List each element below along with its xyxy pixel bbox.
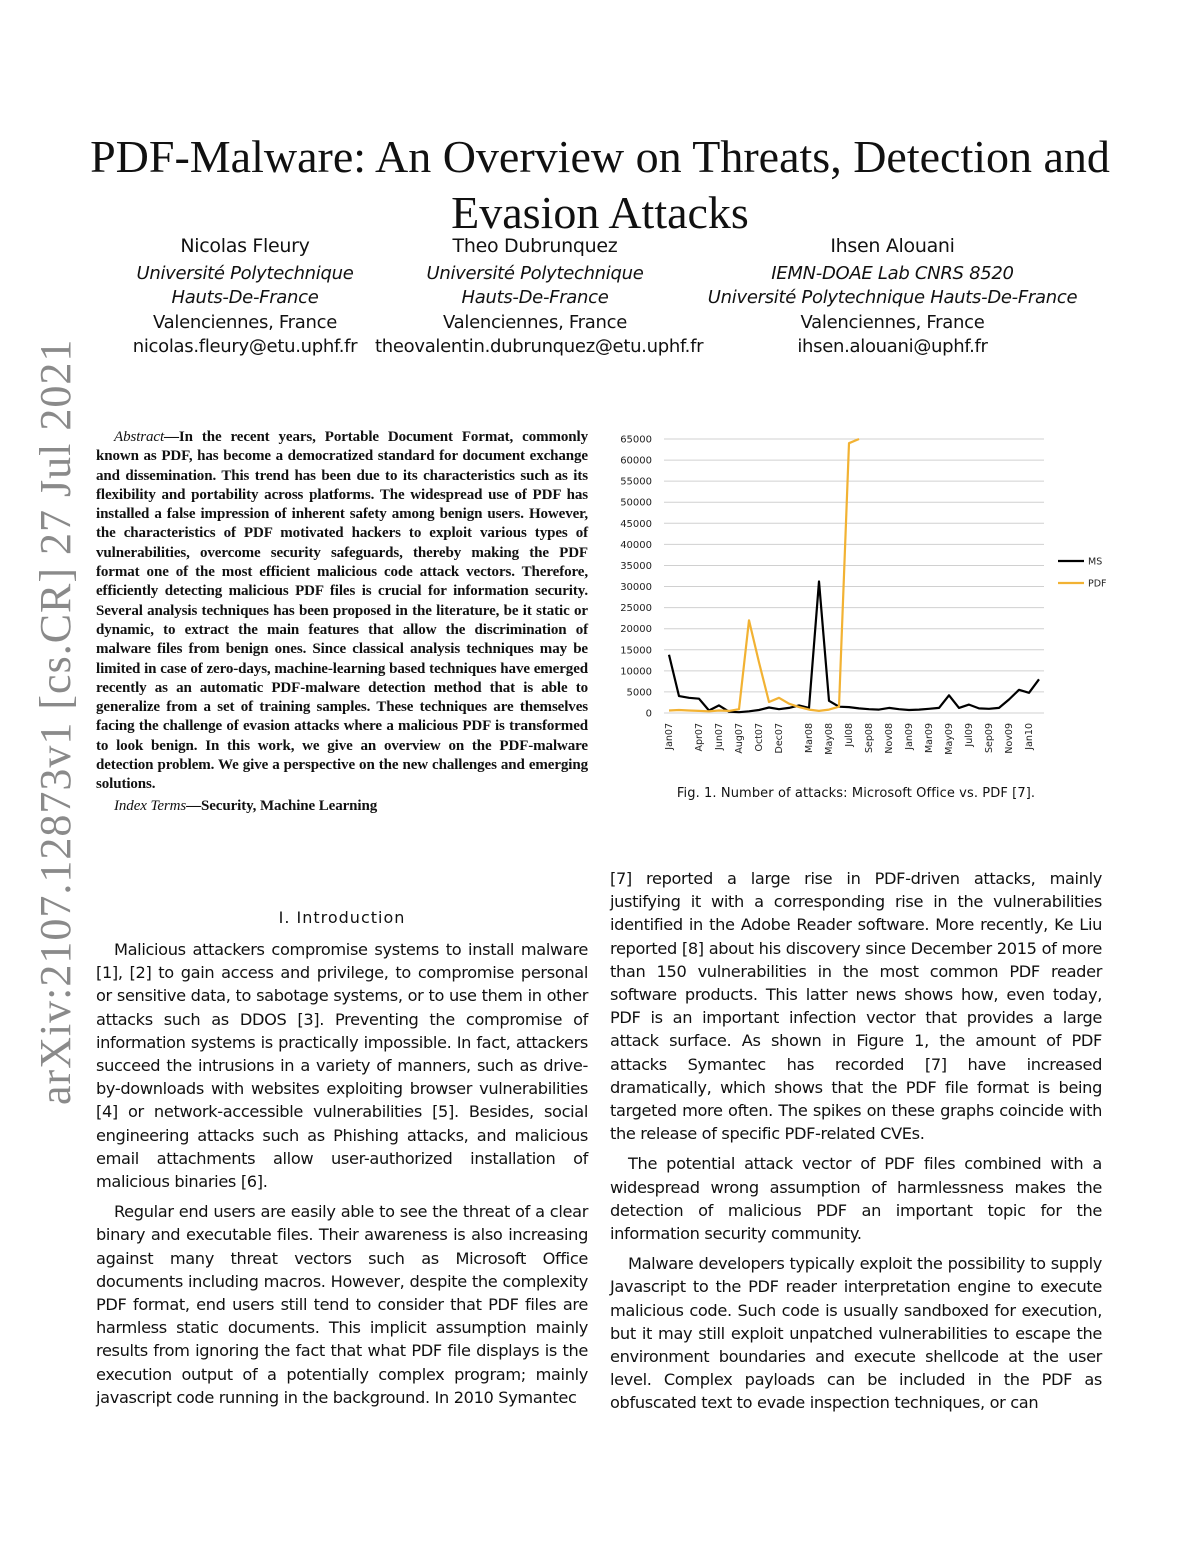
paragraph: Regular end users are easily able to see the threat of a clear binary and executable files. Their awareness is also increasing against many threat vectors such as Microsoft Office documents including macros. However, despite the complexity PDF format, end users still tend to consider that PDF files are harmless static documents. This implicit assumption mainly results from ignoring the fact that what PDF file displays is the execution output of a potentially complex program; mainly javascript code running in the background. In 2010 Symantec [96, 1202, 588, 1407]
x-tick-label: Sep09 [984, 723, 995, 753]
left-column-body [96, 938, 588, 1416]
y-tick-label: 60000 [620, 455, 652, 467]
x-tick-label: Aug07 [734, 723, 745, 754]
abstract-text: —In the recent years, Portable Document Format, commonly known as PDF, has become a democratized standard for document exchange and dissemination. This trend has been due to its characteristics such as its flexibility and portability across platforms. The widespread use of PDF has installed a false impression of inherent safety among benign users. However, the characteristics of PDF motivated hackers to exploit various types of vulnerabilities, overcome security safeguards, thereby making the PDF format one of the most efficient malicious code attack vectors. Therefore, efficiently detecting malicious PDF files is crucial for information security. Several analysis techniques has been proposed in the literature, be it static or dynamic, to extract the main features that allow the discrimination of malware files from benign ones. Since classical analysis techniques may be limited in case of zero-days, machine-learning based techniques have emerged recently as an automatic PDF-malware detection method that is able to generalize from a set of training samples. These techniques are themselves facing the challenge of evasion attacks where a malicious PDF is transformed to look benign. In this work, we give an overview on the PDF-malware detection problem. We give a perspective on the new challenges and emerging solutions. [96, 429, 588, 793]
y-tick-label: 0 [645, 708, 652, 720]
author-location: Valenciennes, France [443, 311, 627, 333]
x-tick-label: May08 [824, 723, 835, 755]
y-tick-label: 40000 [620, 539, 652, 551]
x-tick-label: May09 [944, 723, 955, 755]
paragraph: The potential attack vector of PDF files combined with a widespread wrong assumption of harmlessness makes the detection of malicious PDF an important topic for the information security community. [610, 1154, 1102, 1244]
arxiv-identifier: arXiv:2107.12873v1 [cs.CR] 27 Jul 2021 [31, 338, 80, 1105]
author-name: Theo Dubrunquez [452, 235, 618, 257]
right-column-body [610, 867, 1102, 1422]
figure-1-chart [612, 425, 1112, 785]
y-tick-label: 20000 [620, 624, 652, 636]
author-block-2 [375, 234, 704, 360]
x-tick-label: Mar09 [924, 723, 935, 754]
y-tick-label: 30000 [620, 582, 652, 594]
series-line-ms [669, 582, 1039, 713]
section-heading: I. Introduction [278, 908, 406, 927]
y-tick-label: 10000 [620, 666, 652, 678]
y-tick-label: 5000 [626, 687, 652, 699]
x-tick-label: Apr07 [694, 723, 705, 752]
x-tick-label: Jan09 [904, 723, 915, 750]
x-tick-label: Nov08 [884, 723, 895, 754]
abstract [96, 428, 588, 816]
paper-title: PDF-Malware: An Overview on Threats, Detection and Evasion Attacks [90, 130, 1110, 238]
y-tick-label: 25000 [620, 603, 652, 615]
paragraph: [7] reported a large rise in PDF-driven attacks, mainly justifying it with a corresponding rise in the vulnerabilities identified in the Adobe Reader software. More recently, Ke Liu reported [8] about his discovery since December 2015 of more than 150 vulnerabilities in the most common PDF reader software products. This latter news shows how, even today, PDF is an important infection vector that provides a large attack surface. As shown in Figure 1, the amount of PDF attacks Symantec has recorded [7] have increased dramatically, which shows that the PDF file format is being targeted more often. The spikes on these graphs coincide with the release of specific PDF-related CVEs. [610, 869, 1102, 1144]
x-tick-label: Jun07 [714, 723, 725, 750]
author-name: Ihsen Alouani [830, 235, 955, 257]
x-tick-label: Dec07 [774, 723, 785, 754]
author-location: Valenciennes, France [153, 311, 337, 333]
paragraph: Malware developers typically exploit the possibility to supply Javascript to the PDF reader interpretation engine to execute malicious code. Such code is usually sandboxed for execution, but it may still exploit unpatched vulnerabilities to escape the environment boundaries and execute shellcode at the user level. Complex payloads can be included in the PDF as obfuscated text to evade inspection techniques, or can [610, 1254, 1102, 1413]
index-terms [96, 797, 588, 816]
author-block-3 [705, 234, 1080, 360]
y-tick-label: 65000 [620, 434, 652, 446]
x-tick-label: Jul08 [844, 723, 855, 747]
figure-caption: Fig. 1. Number of attacks: Microsoft Office vs. PDF [7]. [676, 786, 1036, 801]
author-affiliation: Université Polytechnique [136, 262, 354, 284]
y-tick-label: 45000 [620, 518, 652, 530]
author-affiliation-2: Hauts-De-France [461, 287, 609, 308]
author-email: nicolas.fleury@etu.uphf.fr [132, 336, 358, 357]
index-terms-text: —Security, Machine Learning [186, 797, 378, 814]
x-tick-label: Jul09 [964, 723, 975, 747]
x-tick-label: Jan10 [1024, 723, 1035, 750]
author-block-1 [110, 234, 380, 360]
x-tick-label: Jan07 [664, 723, 675, 750]
author-name: Nicolas Fleury [180, 235, 310, 257]
x-tick-label: Oct07 [754, 723, 765, 752]
abstract-label: Abstract [114, 429, 165, 445]
author-location: Valenciennes, France [800, 311, 985, 333]
x-tick-label: Sep08 [864, 723, 875, 753]
legend-label-pdf: PDF [1088, 578, 1107, 590]
author-email: ihsen.alouani@uphf.fr [797, 336, 988, 357]
author-affiliation-2: Université Polytechnique Hauts-De-France [707, 287, 1078, 308]
index-terms-label: Index Terms [114, 797, 187, 814]
x-tick-label: Mar08 [804, 723, 815, 754]
author-affiliation: Université Polytechnique [426, 262, 644, 284]
x-tick-label: Nov09 [1004, 723, 1015, 754]
legend-label-ms: MS [1088, 556, 1103, 568]
line-chart [612, 425, 1112, 785]
y-tick-label: 55000 [620, 476, 652, 488]
y-tick-label: 35000 [620, 560, 652, 572]
author-affiliation: IEMN-DOAE Lab CNRS 8520 [771, 262, 1014, 284]
y-tick-label: 50000 [620, 497, 652, 509]
author-email: theovalentin.dubrunquez@etu.uphf.fr [375, 336, 704, 357]
paragraph: Malicious attackers compromise systems to install malware [1], [2] to gain access and privilege, to compromise personal or sensitive data, to sabotage systems, or to use them in other attacks such as DDOS [3]. Preventing the compromise of information systems is practically impossible. In fact, attackers succeed the intrusions in a variety of manners, such as drive-by-downloads with websites exploiting browser vulnerabilities [4] or network-accessible vulnerabilities [5]. Besides, social engineering attacks such as Phishing attacks, and malicious email attachments allow user-authorized installation of malicious binaries [6]. [96, 940, 588, 1192]
author-affiliation-2: Hauts-De-France [171, 287, 319, 308]
y-tick-label: 15000 [620, 645, 652, 657]
